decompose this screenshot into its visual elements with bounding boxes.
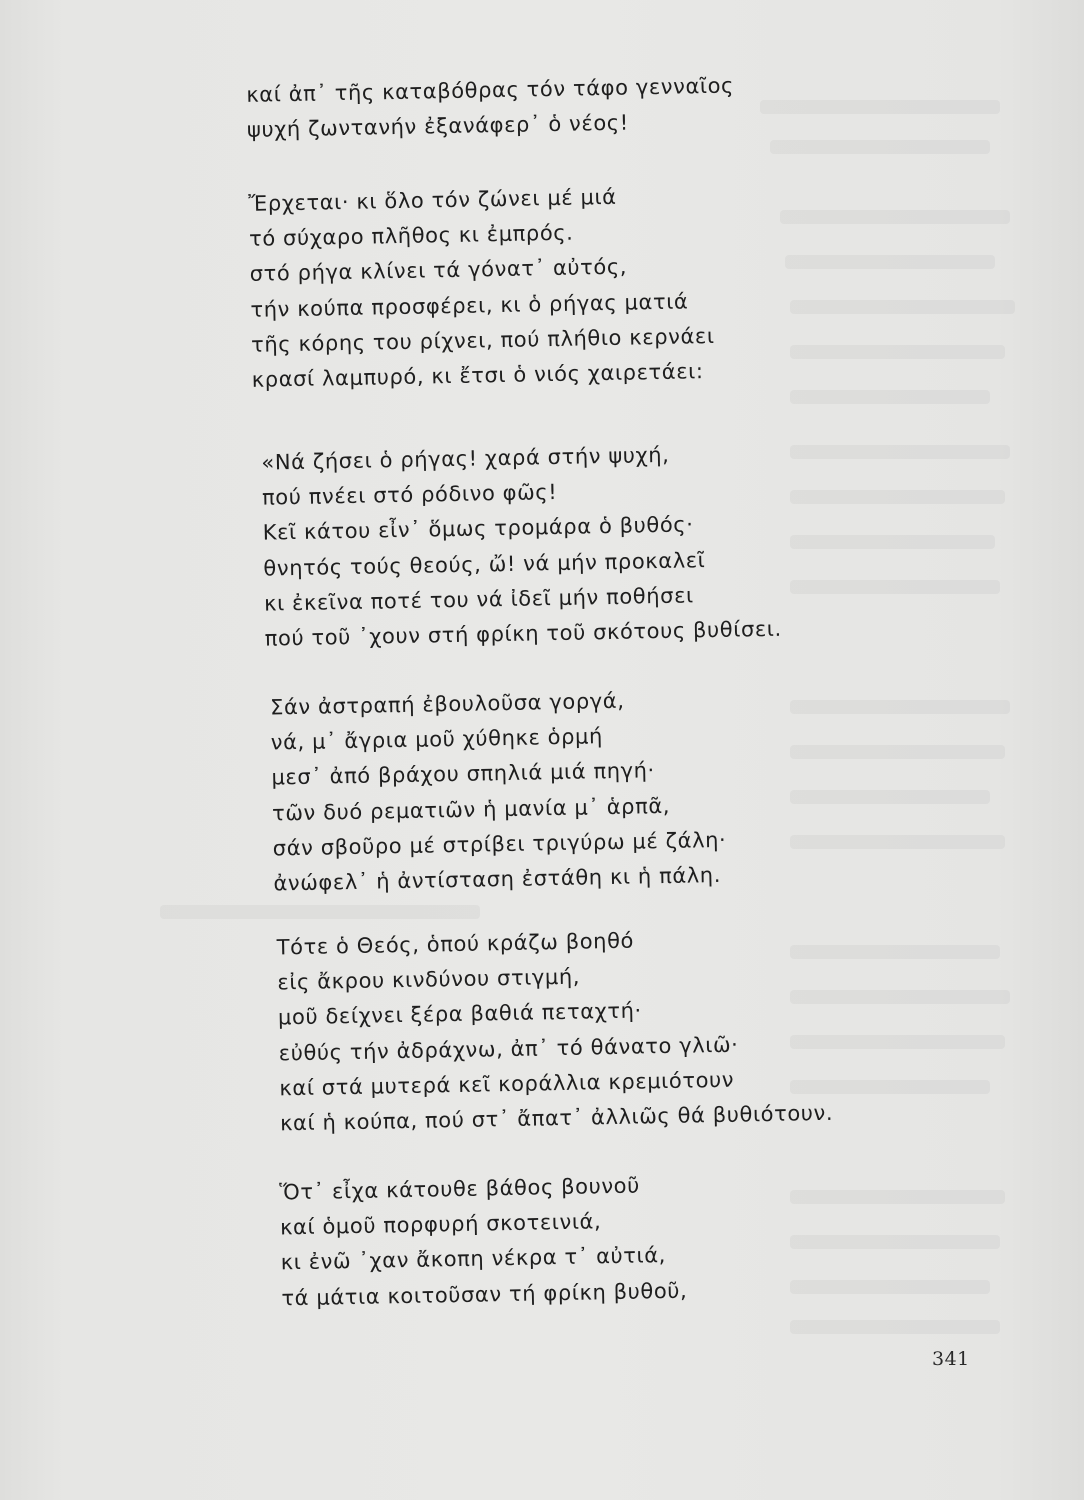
verse-line: εἰς ἄκρου κινδύνου στιγμή,	[277, 964, 581, 995]
verse-line: Κεῖ κάτου εἶν᾽ ὅμως τρομάρα ὁ βυθός·	[262, 512, 694, 546]
verse-line: «Νά ζήσει ὁ ρήγας! χαρά στήν ψυχή,	[261, 442, 670, 475]
verse-line: Σάν ἀστραπή ἐβουλοῦσα γοργά,	[269, 688, 625, 720]
verse-line: Τότε ὁ Θεός, ὁπού κράζω βοηθό	[276, 928, 635, 960]
verse-line: εὐθύς τήν ἀδράχνω, ἀπ᾽ τό θάνατο γλιῶ·	[278, 1032, 739, 1065]
verse-line: κι ἐκεῖνα ποτέ του νά ἰδεῖ μήν ποθήσει	[263, 583, 694, 616]
verse-line: καί ἡ κούπα, πού στ᾽ ἄπατ᾽ ἀλλιῶς θά βυθιότουν.	[279, 1100, 834, 1136]
stanza-5	[276, 920, 833, 1142]
verse-line: στό ρήγα κλίνει τά γόνατ᾽ αὐτός,	[249, 254, 628, 287]
verse-line: κρασί λαμπυρό, κι ἔτσι ὁ νιός χαιρετάει:	[251, 359, 704, 392]
verse-line: τῶν δυό ρεματιῶν ἡ μανία μ᾽ ἁρπᾶ,	[271, 793, 671, 826]
verse-line: νά, μ᾽ ἄγρια μοῦ χύθηκε ὁρμή	[270, 724, 604, 755]
verse-line: τῆς κόρης του ρίχνει, πού πλήθιο κερνάει	[250, 323, 715, 357]
stanza-1	[246, 69, 735, 149]
verse-line: τό σύχαρο πλῆθος κι ἐμπρός.	[248, 220, 574, 252]
stanza-6	[279, 1168, 688, 1317]
verse-line: πού τοῦ ᾽χουν στή φρίκη τοῦ σκότους βυθίσει.	[264, 616, 783, 651]
verse-line: θνητός τούς θεούς, ὤ! νά μήν προκαλεῖ	[263, 547, 706, 581]
verse-line: καί ἀπ᾽ τῆς καταβόθρας τόν τάφο γενναῖος	[246, 73, 735, 107]
verse-line: σάν σβοῦρο μέ στρίβει τριγύρω μέ ζάλη·	[272, 827, 727, 861]
verse-line: καί στά μυτερά κεῖ κοράλλια κρεμιότουν	[279, 1067, 735, 1101]
verse-line: ἀνώφελ᾽ ἡ ἀντίσταση ἐστάθη κι ἡ πάλη.	[273, 862, 722, 896]
verse-line: ψυχή ζωντανήν ἐξανάφερ᾽ ὁ νέος!	[246, 110, 629, 143]
stanza-3	[261, 436, 782, 657]
page-number: 341	[932, 1348, 970, 1370]
verse-line: Ὅτ᾽ εἶχα κάτουθε βάθος βουνοῦ	[279, 1173, 641, 1205]
verse-line: Ἔρχεται· κι ὅλο τόν ζώνει μέ μιά	[248, 184, 617, 216]
verse-line: μεσ᾽ ἀπό βράχου σπηλιά μιά πηγή·	[271, 758, 656, 790]
verse-line: καί ὁμοῦ πορφυρή σκοτεινιά,	[279, 1209, 602, 1240]
stanza-4	[270, 682, 728, 902]
verse-line: τά μάτια κοιτοῦσαν τή φρίκη βυθοῦ,	[281, 1278, 688, 1310]
verse-line: τήν κούπα προσφέρει, κι ὁ ρήγας ματιά	[250, 288, 689, 322]
poem-text	[240, 65, 920, 1310]
verse-line: κι ἐνῶ ᾽χαν ἄκοπη νέκρα τ᾽ αὐτιά,	[280, 1243, 667, 1275]
stanza-2	[248, 178, 715, 398]
verse-line: μοῦ δείχνει ξέρα βαθιά πεταχτή·	[277, 998, 643, 1030]
verse-line: πού πνέει στό ρόδινο φῶς!	[261, 480, 558, 510]
